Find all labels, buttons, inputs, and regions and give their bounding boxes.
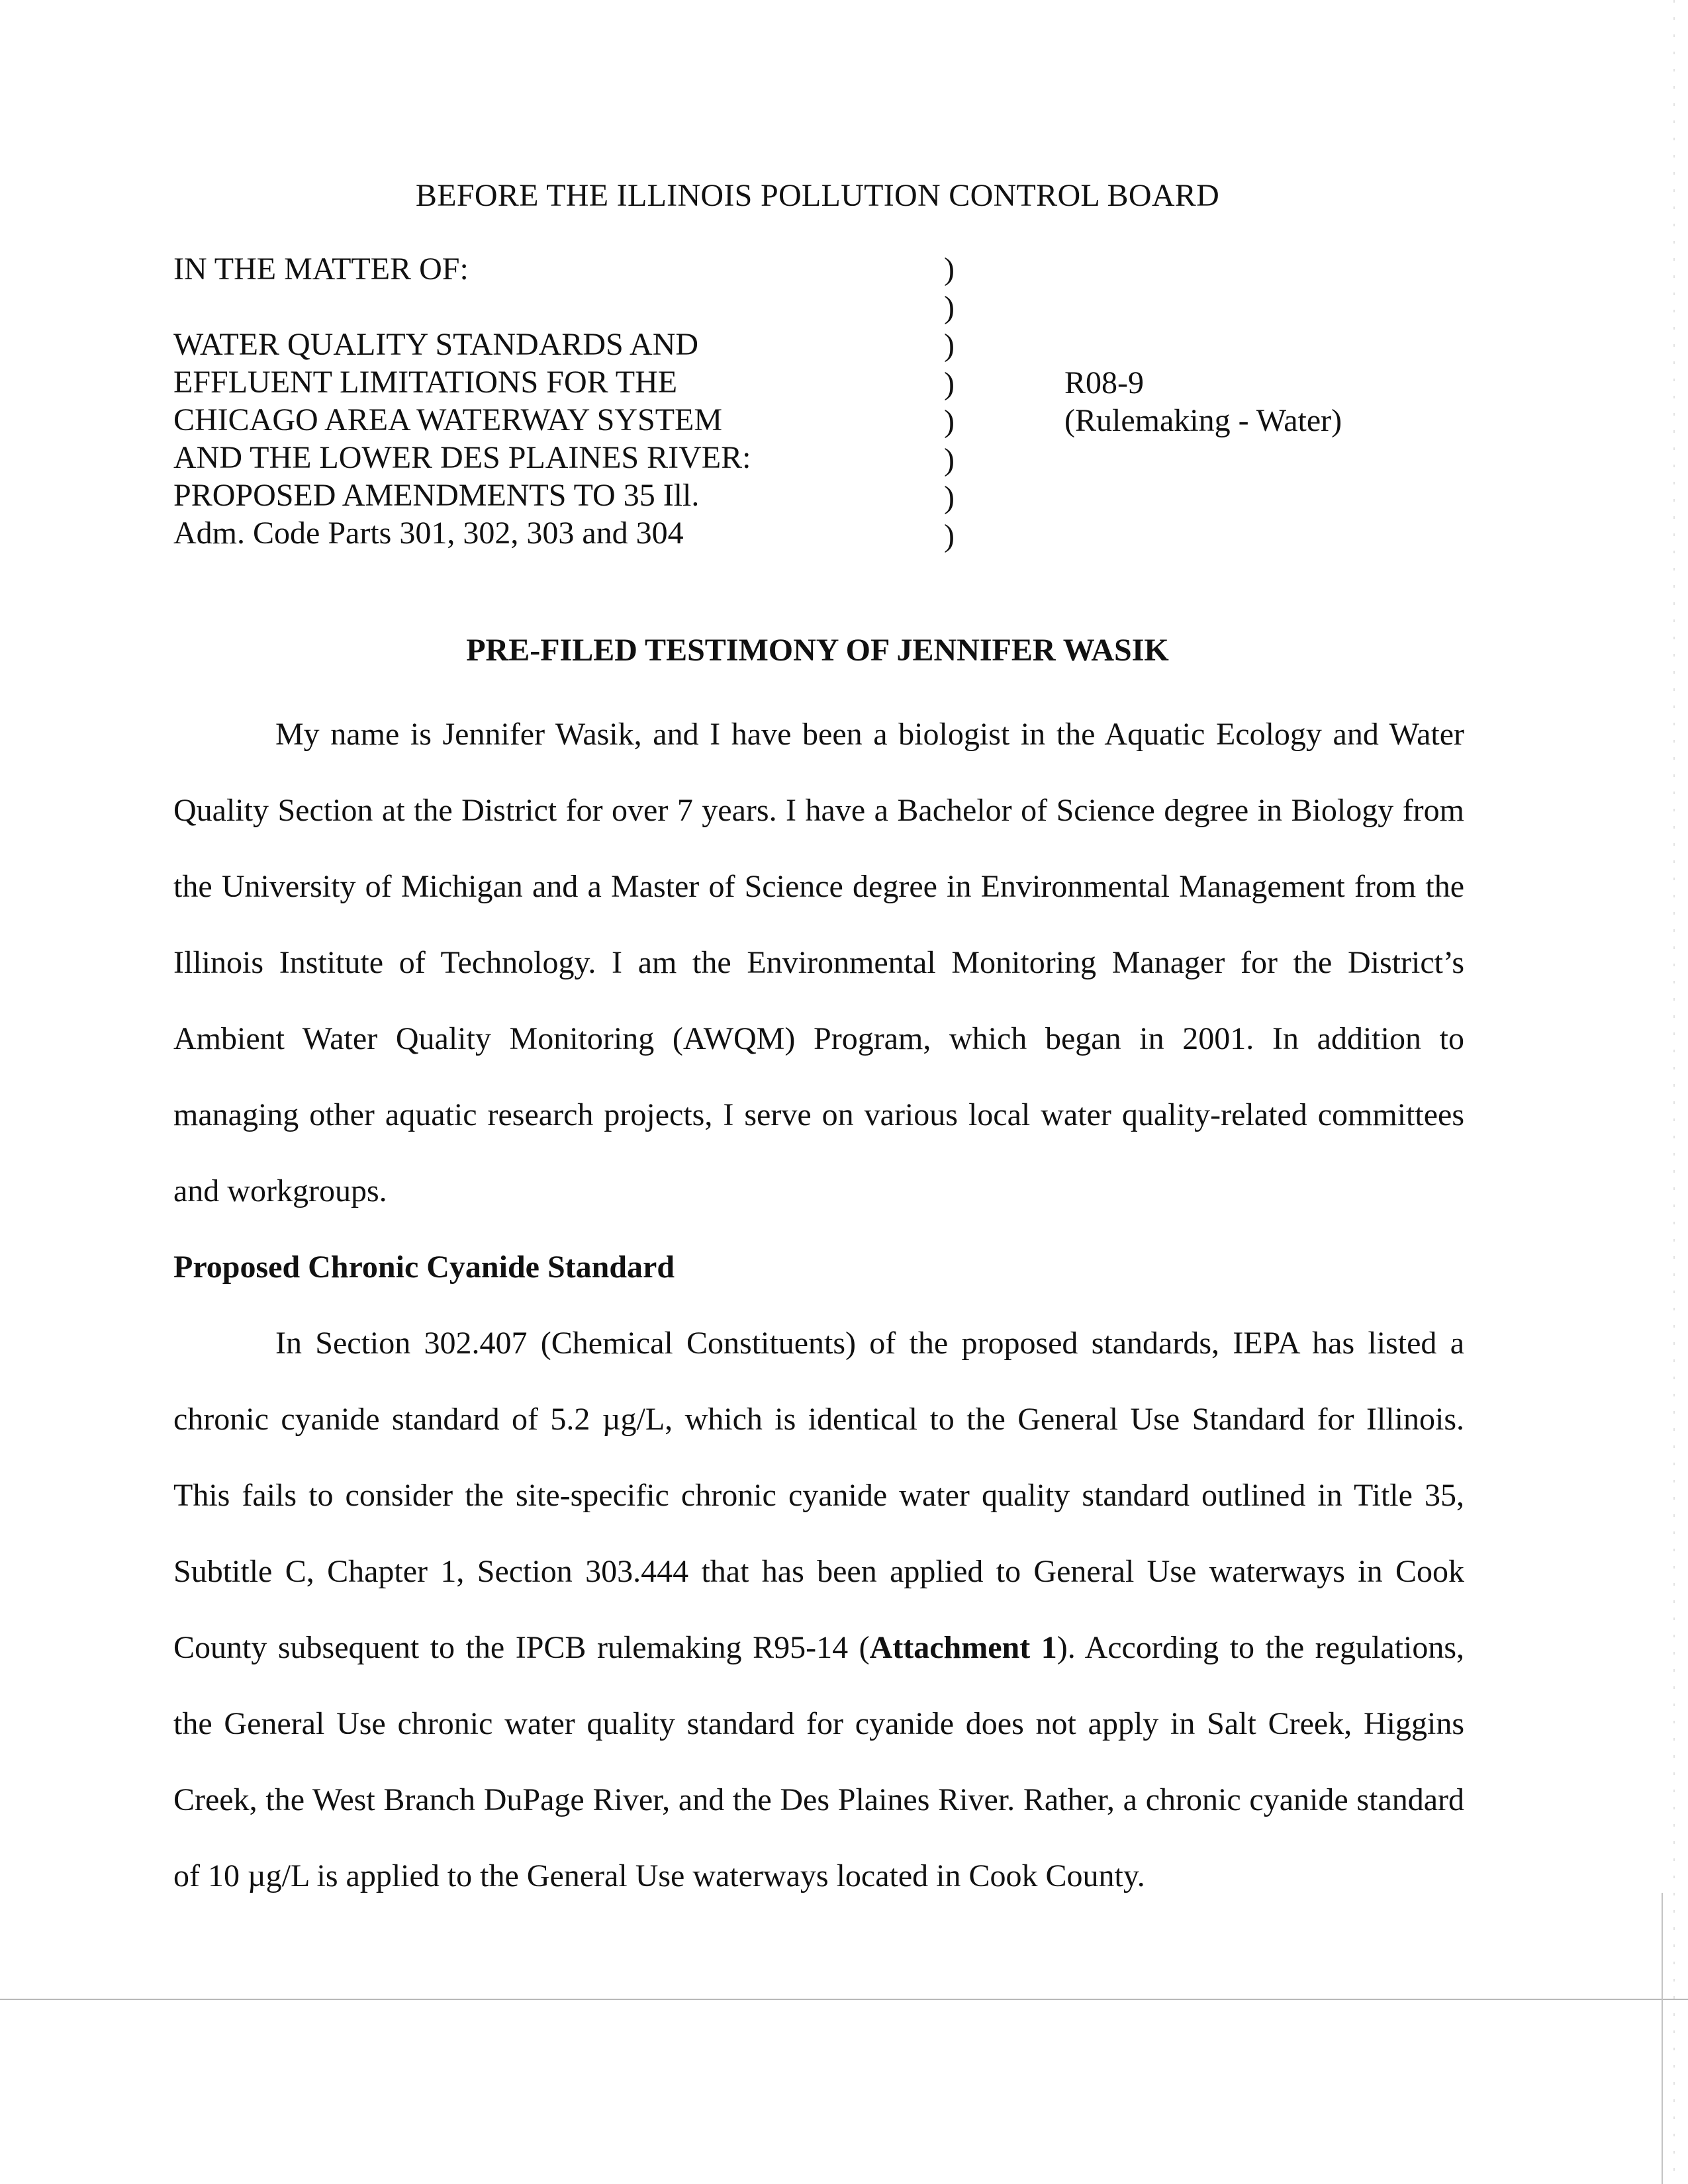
cyanide-paragraph-text-1: In Section 302.407 (Chemical Constituents) of the proposed standards, IEPA has listed a chronic cyanide standard of 5.2 µg/L, which is identical to the General Use Standard for Illinois. This fails to consider the site-specific chronic cyanide water quality standard outlined in Title 35, Subtitle C, Chapter 1, Section 303.444 that has been applied to General Use waterways in Cook County subsequent to the IPCB rulemaking R95-14 ( [173,1326,1464,1665]
caption-title-line: EFFLUENT LIMITATIONS FOR THE [173,365,678,400]
caption-matter-block [173,250,935,552]
attachment-reference: Attachment 1 [869,1630,1057,1665]
caption-paren: ) [944,404,955,439]
docket-info [1064,364,1342,439]
intro-paragraph: My name is Jennifer Wasik, and I have been a biologist in the Aquatic Ecology and Water Quality Section at the District for over 7 years. I have a Bachelor of Science degree in Biology from the University of Michigan and a Master of Science degree in Environmental Management from the Illinois Institute of Technology. I am the Environmental Monitoring Manager for the District’s Ambient Water Quality Monitoring (AWQM) Program, which began in 2001. In addition to managing other aquatic research projects, I serve on various local water quality-related committees and workgroups. [173,717,1464,1208]
caption-title-line: AND THE LOWER DES PLAINES RIVER: [173,440,751,475]
testimony-heading: PRE-FILED TESTIMONY OF JENNIFER WASIK [466,633,1169,668]
caption-title-line: Adm. Code Parts 301, 302, 303 and 304 [173,516,684,551]
scan-artifact-margin [1673,0,1675,2184]
caption-title-line: CHICAGO AREA WATERWAY SYSTEM [173,402,723,437]
caption-title-line: WATER QUALITY STANDARDS AND [173,327,699,362]
cyanide-paragraph [173,1305,1464,1914]
caption-paren: ) [944,441,955,477]
docket-number: R08-9 [1064,365,1144,400]
caption-paren: ) [944,518,955,553]
caption-paren: ) [944,289,955,325]
case-caption [173,250,1497,568]
caption-paren: ) [944,251,955,287]
scan-artifact-edge [1662,1893,1663,2184]
board-title: BEFORE THE ILLINOIS POLLUTION CONTROL BOARD [415,178,1220,213]
caption-paren-column [944,250,955,555]
section-heading-cyanide: Proposed Chronic Cyanide Standard [173,1250,675,1285]
caption-paren: ) [944,328,955,363]
docket-type: (Rulemaking - Water) [1064,403,1342,438]
caption-paren: ) [944,365,955,401]
scan-artifact-line [0,1999,1688,2000]
in-the-matter-of: IN THE MATTER OF: [173,251,469,287]
testimony-body [173,696,1464,1914]
cyanide-paragraph-text-2: ). According to the regulations, the General Use chronic water quality standard for cyanide does not apply in Salt Creek, Higgins Creek, the West Branch DuPage River, and the Des Plaines River. Rather, a chronic cyanide standard of 10 µg/L is applied to the General Use waterways located in Cook County. [173,1630,1464,1893]
caption-title-line: PROPOSED AMENDMENTS TO 35 Ill. [173,478,700,513]
caption-paren: ) [944,480,955,515]
